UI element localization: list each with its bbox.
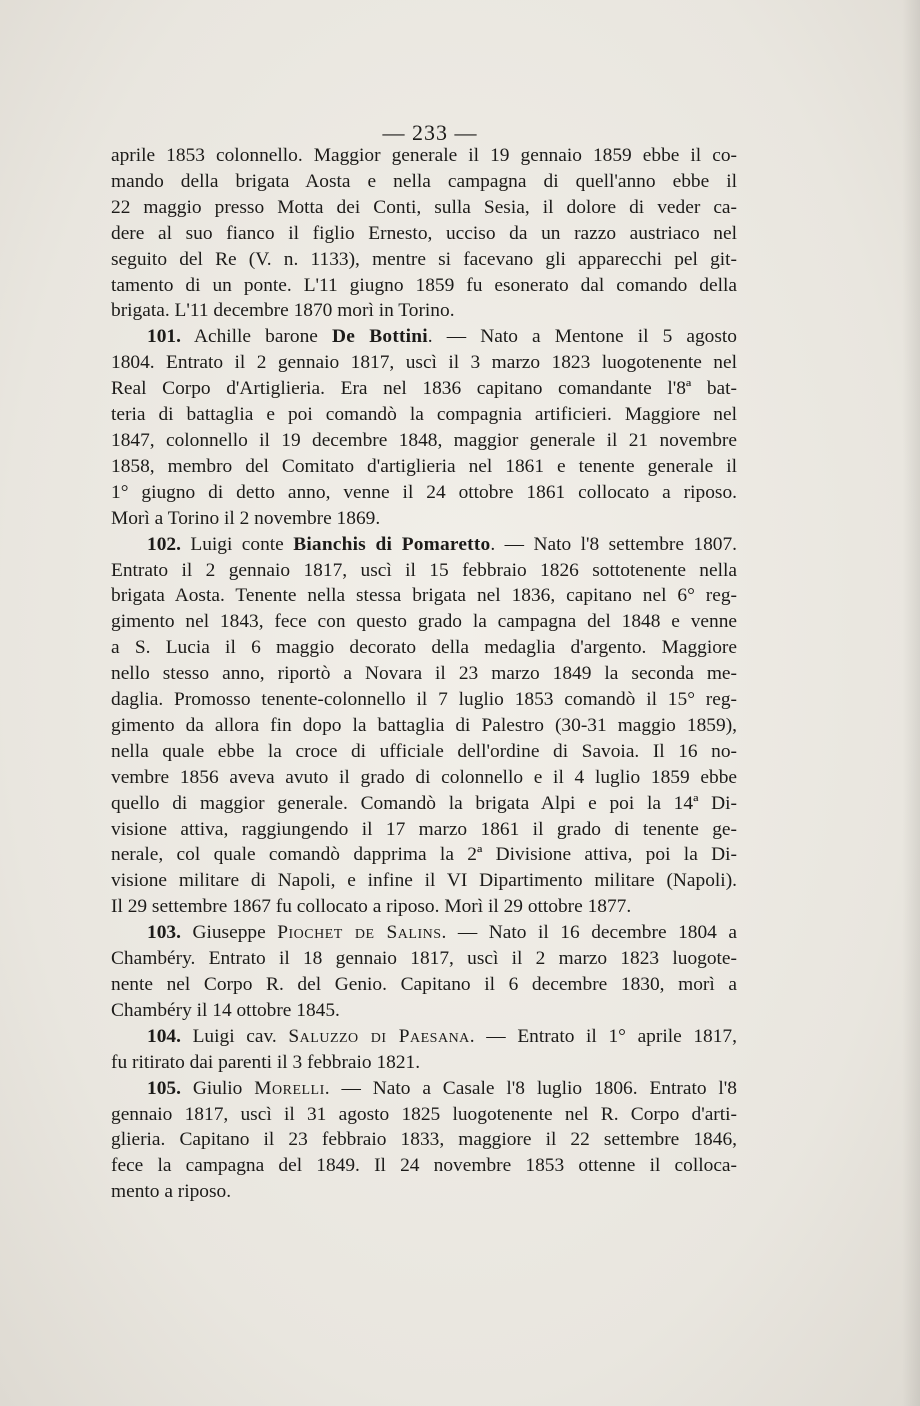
text-line <box>111 868 737 894</box>
text-run: a S. Lucia il 6 maggio decorato della medaglia d'argento. Maggiore <box>111 637 737 659</box>
body-text <box>111 143 737 1205</box>
text-line <box>111 143 737 169</box>
text-run: nella quale ebbe la croce di ufficiale dell'ordine di Savoia. Il 16 no- <box>111 740 737 762</box>
text-line <box>111 713 737 739</box>
text-run: gimento da allora fin dopo la battaglia di Palestro (30-31 maggio 1859), <box>111 714 737 736</box>
text-run: tamento di un ponte. L'11 giugno 1859 fu esonerato dal comando della <box>111 274 737 296</box>
person-surname: Saluzzo di Paesana <box>288 1025 470 1047</box>
page-number: — 233 — <box>382 120 478 145</box>
text-run: aprile 1853 colonnello. Maggior generale il 19 gennaio 1859 ebbe il co- <box>111 145 737 166</box>
text-line <box>111 1179 737 1205</box>
text-line <box>111 428 737 454</box>
text-run: seguito del Re (V. n. 1133), mentre si facevano gli apparecchi pel git- <box>111 248 737 270</box>
text-run: Luigi conte <box>180 533 294 555</box>
text-run: daglia. Promosso tenente-colonnello il 7 luglio 1853 comandò il 15° reg- <box>111 689 737 711</box>
text-run: 1° giugno di detto anno, venne il 24 ottobre 1861 collocato a riposo. <box>111 481 737 503</box>
page-edge-shadow <box>902 0 920 1406</box>
text-line <box>111 402 737 428</box>
text-run: Morì a Torino il 2 novembre 1869. <box>111 507 381 529</box>
text-run: . — Entrato il 1° aprile 1817, <box>469 1025 737 1047</box>
text-run: 1804. Entrato il 2 gennaio 1817, uscì il 3 marzo 1823 luogotenente nel <box>111 352 737 374</box>
text-run: Chambéry. Entrato il 18 gennaio 1817, uscì il 2 marzo 1823 luogote- <box>111 948 737 970</box>
person-surname: De Bottini <box>331 326 428 348</box>
text-run: fece la campagna del 1849. Il 24 novembre 1853 ottenne il colloca- <box>111 1155 737 1177</box>
text-run: fu ritirato dai parenti il 3 febbraio 1821. <box>111 1051 421 1073</box>
entry-start-line <box>111 1024 737 1050</box>
entry-number: 103. <box>147 922 181 944</box>
text-run: Il 29 settembre 1867 fu collocato a riposo. Morì il 29 ottobre 1877. <box>111 896 632 918</box>
text-run: . — Nato a Casale l'8 luglio 1806. Entrato l'8 <box>324 1077 737 1099</box>
text-run: nerale, col quale comandò dapprima la 2ª Divisione attiva, poi la Di- <box>111 844 737 866</box>
text-line <box>111 842 737 868</box>
entry-number: 104. <box>147 1025 181 1047</box>
text-line <box>111 1153 737 1179</box>
text-line <box>111 946 737 972</box>
text-line <box>111 791 737 817</box>
text-line <box>111 480 737 506</box>
text-line <box>111 765 737 791</box>
text-line <box>111 687 737 713</box>
text-run: gennaio 1817, uscì il 31 agosto 1825 luogotenente nel R. Corpo d'arti- <box>111 1103 737 1125</box>
text-line <box>111 894 737 920</box>
text-line <box>111 739 737 765</box>
entry-number: 105. <box>147 1077 181 1099</box>
entry-number: 101. <box>147 326 181 348</box>
text-run: glieria. Capitano il 23 febbraio 1833, maggiore il 22 settembre 1846, <box>111 1129 737 1151</box>
person-surname: Bianchis di Pomaretto <box>293 533 491 555</box>
text-line <box>111 558 737 584</box>
text-run: Chambéry il 14 ottobre 1845. <box>111 999 340 1021</box>
text-run: Giuseppe <box>180 922 278 944</box>
text-run: dere al suo fianco il figlio Ernesto, ucciso da un razzo austriaco nel <box>111 222 737 244</box>
text-line <box>111 635 737 661</box>
text-run: Giulio <box>180 1077 255 1099</box>
text-line <box>111 221 737 247</box>
text-line <box>111 506 737 532</box>
text-run: visione attiva, raggiungendo il 17 marzo 1861 il grado di tenente ge- <box>111 818 737 840</box>
text-line <box>111 350 737 376</box>
text-run: . — Nato il 16 decembre 1804 a <box>441 922 737 944</box>
text-run: nente nel Corpo R. del Genio. Capitano il 6 decembre 1830, morì a <box>111 974 737 995</box>
text-run: brigata. L'11 decembre 1870 morì in Torino. <box>111 300 455 322</box>
text-run: Achille barone <box>180 326 332 348</box>
text-run: nello stesso anno, riportò a Novara il 23 marzo 1849 la seconda me- <box>111 663 737 685</box>
text-run: 1847, colonnello il 19 decembre 1848, maggior generale il 21 novembre <box>111 429 737 451</box>
text-run: . — Nato a Mentone il 5 agosto <box>427 326 737 348</box>
text-run: visione militare di Napoli, e infine il VI Dipartimento militare (Napoli). <box>111 870 737 892</box>
entry-start-line <box>111 532 737 558</box>
text-run: 22 maggio presso Motta dei Conti, sulla Sesia, il dolore di veder ca- <box>111 196 737 218</box>
text-run: Luigi cav. <box>180 1025 289 1047</box>
text-line <box>111 1127 737 1153</box>
text-line <box>111 817 737 843</box>
text-line <box>111 998 737 1024</box>
text-run: 1858, membro del Comitato d'artiglieria nel 1861 e tenente generale il <box>111 455 737 477</box>
text-line <box>111 972 737 998</box>
person-surname: Piochet de Salins <box>277 922 442 944</box>
entry-number: 102. <box>147 533 181 555</box>
entry-start-line <box>111 1076 737 1102</box>
text-run: mando della brigata Aosta e nella campagna di quell'anno ebbe il <box>111 170 737 192</box>
entry-start-line <box>111 920 737 946</box>
text-line <box>111 1102 737 1128</box>
text-line <box>111 376 737 402</box>
text-line <box>111 273 737 299</box>
text-run: mento a riposo. <box>111 1181 232 1203</box>
entry-start-line <box>111 324 737 350</box>
text-line <box>111 583 737 609</box>
text-line <box>111 247 737 273</box>
person-surname: Morelli <box>254 1077 325 1099</box>
text-line <box>111 661 737 687</box>
text-run: vembre 1856 aveva avuto il grado di colonnello e il 4 luglio 1859 ebbe <box>111 766 737 788</box>
text-line <box>111 298 737 324</box>
text-run: gimento nel 1843, fece con questo grado la campagna del 1848 e venne <box>111 611 737 633</box>
text-run: brigata Aosta. Tenente nella stessa brigata nel 1836, capitano nel 6° reg- <box>111 585 737 607</box>
text-run: quello di maggior generale. Comandò la brigata Alpi e poi la 14ª Di- <box>111 792 737 814</box>
text-line <box>111 609 737 635</box>
text-run: . — Nato l'8 settembre 1807. <box>490 533 737 555</box>
text-line <box>111 1050 737 1076</box>
text-line <box>111 454 737 480</box>
text-run: teria di battaglia e poi comandò la compagnia artificieri. Maggiore nel <box>111 404 737 426</box>
text-line <box>111 169 737 195</box>
text-run: Real Corpo d'Artiglieria. Era nel 1836 capitano comandante l'8ª bat- <box>111 378 737 400</box>
text-run: Entrato il 2 gennaio 1817, uscì il 15 febbraio 1826 sottotenente nella <box>111 559 737 581</box>
text-line <box>111 195 737 221</box>
